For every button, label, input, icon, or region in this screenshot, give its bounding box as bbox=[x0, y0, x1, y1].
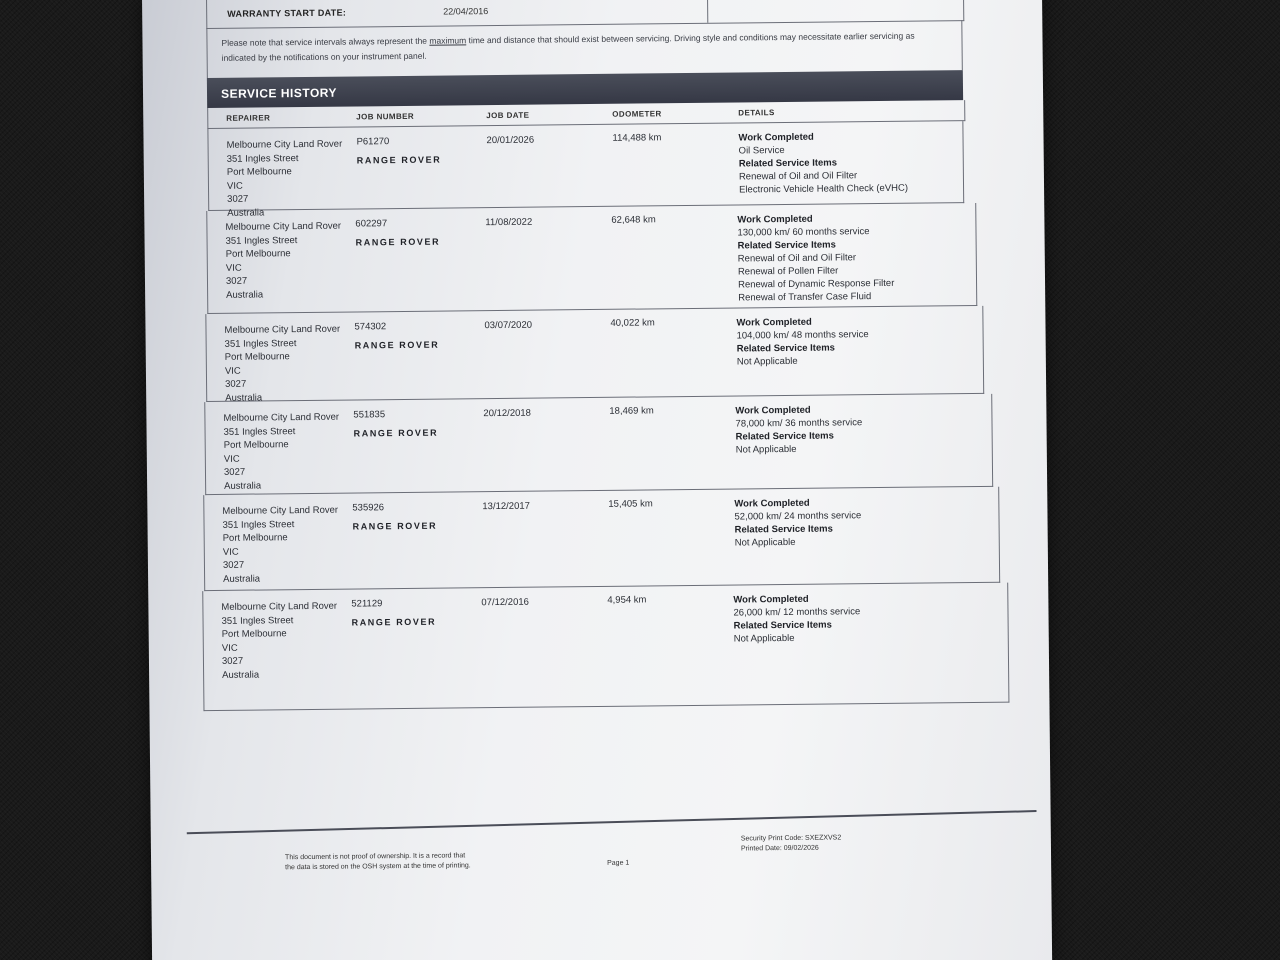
work-completed-item: 130,000 km/ 60 months service bbox=[737, 226, 870, 239]
related-service-item: Renewal of Oil and Oil Filter bbox=[737, 252, 857, 265]
range-rover-wordmark: RANGE ROVER bbox=[351, 616, 437, 628]
related-service-item: Renewal of Oil and Oil Filter bbox=[738, 170, 858, 183]
repairer-address-line: 351 Ingles Street bbox=[226, 152, 299, 165]
service-details bbox=[737, 212, 894, 305]
odometer-reading: 62,648 km bbox=[611, 214, 656, 226]
repairer-address-line: 3027 bbox=[222, 559, 245, 571]
service-entry-row bbox=[207, 121, 964, 219]
job-date: 07/12/2016 bbox=[481, 596, 529, 609]
work-completed-item: 26,000 km/ 12 months service bbox=[733, 606, 861, 619]
odometer-reading: 15,405 km bbox=[608, 498, 653, 510]
column-details: DETAILS bbox=[738, 108, 775, 118]
job-date: 13/12/2017 bbox=[482, 500, 530, 513]
service-entry-row bbox=[202, 583, 1009, 711]
related-items-label: Related Service Items bbox=[738, 157, 838, 170]
service-entry-row bbox=[205, 306, 984, 402]
service-details bbox=[733, 592, 860, 645]
service-details bbox=[736, 315, 869, 368]
repairer-address bbox=[223, 411, 339, 493]
repairer-address bbox=[222, 504, 338, 586]
work-completed-label: Work Completed bbox=[738, 131, 814, 144]
service-entry-row bbox=[204, 394, 993, 495]
service-interval-note bbox=[206, 20, 962, 78]
page-number: Page 1 bbox=[607, 859, 630, 867]
repairer-address-line: 3027 bbox=[225, 378, 247, 390]
odometer-reading: 114,488 km bbox=[612, 132, 662, 144]
related-service-item: Renewal of Transfer Case Fluid bbox=[738, 291, 872, 304]
service-entry-row bbox=[203, 487, 1000, 591]
work-completed-label: Work Completed bbox=[737, 213, 813, 226]
related-service-item: Renewal of Dynamic Response Filter bbox=[737, 277, 895, 291]
repairer-address-line: Australia bbox=[226, 288, 264, 301]
range-rover-wordmark: RANGE ROVER bbox=[356, 154, 442, 166]
related-items-label: Related Service Items bbox=[737, 239, 836, 252]
odometer-reading: 40,022 km bbox=[610, 317, 655, 329]
job-date: 20/12/2018 bbox=[483, 407, 531, 420]
repairer-address-line: Australia bbox=[222, 669, 260, 681]
repairer-address-line: VIC bbox=[223, 453, 240, 465]
repairer-address-line: Melbourne City Land Rover bbox=[226, 138, 343, 151]
related-service-item: Renewal of Pollen Filter bbox=[737, 265, 839, 278]
job-number: 602297 bbox=[355, 218, 388, 230]
repairer-address-line: Port Melbourne bbox=[222, 532, 288, 544]
related-items-label: Related Service Items bbox=[736, 342, 836, 355]
repairer-address-line: Australia bbox=[225, 391, 263, 404]
repairer-address-line: Melbourne City Land Rover bbox=[223, 411, 340, 424]
range-rover-wordmark: RANGE ROVER bbox=[352, 520, 438, 532]
repairer-address-line: VIC bbox=[221, 642, 238, 654]
service-entry-row bbox=[206, 203, 977, 314]
repairer-address bbox=[226, 138, 342, 220]
colour-label bbox=[227, 0, 271, 2]
related-items-label: Related Service Items bbox=[733, 619, 832, 632]
work-completed-label: Work Completed bbox=[735, 404, 811, 417]
work-completed-item: 78,000 km/ 36 months service bbox=[735, 417, 863, 430]
column-odometer: ODOMETER bbox=[612, 109, 662, 119]
footer-divider bbox=[187, 810, 1037, 834]
repairer-address-line: VIC bbox=[224, 365, 241, 377]
service-details bbox=[735, 403, 862, 456]
repairer-address-line: VIC bbox=[225, 262, 242, 274]
repairer-address-line: Australia bbox=[227, 206, 265, 219]
related-service-item: Not Applicable bbox=[733, 632, 795, 645]
work-completed-label: Work Completed bbox=[736, 316, 812, 329]
range-rover-wordmark: RANGE ROVER bbox=[353, 427, 439, 439]
repairer-address-line: VIC bbox=[222, 546, 239, 558]
job-number: 521129 bbox=[351, 598, 383, 610]
repairer-address-line: 351 Ingles Street bbox=[223, 425, 296, 438]
service-history-table bbox=[207, 100, 993, 711]
work-completed-item: Oil Service bbox=[738, 144, 785, 157]
work-completed-label: Work Completed bbox=[733, 593, 809, 606]
repairer-address-line: Port Melbourne bbox=[226, 166, 292, 178]
service-details bbox=[738, 130, 908, 197]
print-info bbox=[741, 833, 842, 854]
odometer-reading: 4,954 km bbox=[607, 594, 647, 606]
repairer-address-line: 3027 bbox=[227, 193, 249, 205]
warranty-start-value: 22/04/2016 bbox=[443, 6, 489, 17]
repairer-address-line: 351 Ingles Street bbox=[225, 234, 298, 247]
repairer-address-line: Port Melbourne bbox=[221, 628, 287, 640]
column-job-date: JOB DATE bbox=[486, 110, 530, 121]
related-items-label: Related Service Items bbox=[734, 523, 833, 536]
range-rover-wordmark: RANGE ROVER bbox=[355, 236, 441, 248]
note-text-emphasis: maximum bbox=[429, 35, 467, 46]
column-repairer: REPAIRER bbox=[226, 113, 271, 123]
repairer-address-line: Melbourne City Land Rover bbox=[221, 600, 338, 613]
repairer-address-line: Melbourne City Land Rover bbox=[225, 220, 342, 233]
related-items-label: Related Service Items bbox=[735, 430, 834, 443]
repairer-address bbox=[224, 323, 340, 405]
repairer-address-line: VIC bbox=[226, 180, 243, 192]
ownership-disclaimer bbox=[285, 851, 471, 873]
work-completed-label: Work Completed bbox=[734, 497, 810, 510]
column-job-number: JOB NUMBER bbox=[356, 111, 415, 122]
repairer-address-line: 3027 bbox=[221, 655, 244, 667]
repairer-address bbox=[225, 220, 341, 302]
repairer-address-line: 3027 bbox=[225, 275, 248, 287]
range-rover-wordmark: RANGE ROVER bbox=[354, 339, 440, 351]
related-service-item: Electronic Vehicle Health Check (eVHC) bbox=[739, 182, 909, 196]
job-number: 535926 bbox=[352, 502, 385, 514]
service-history-document bbox=[142, 0, 1052, 960]
job-date: 03/07/2020 bbox=[484, 319, 533, 332]
job-number: P61270 bbox=[356, 136, 390, 148]
related-service-item: Not Applicable bbox=[734, 536, 796, 549]
repairer-address bbox=[221, 600, 337, 682]
repairer-address-line: 351 Ingles Street bbox=[224, 337, 297, 350]
repairer-address-line: Australia bbox=[224, 479, 262, 492]
work-completed-item: 104,000 km/ 48 months service bbox=[736, 329, 869, 342]
job-number: 551835 bbox=[353, 409, 386, 421]
repairer-address-line: Port Melbourne bbox=[225, 248, 291, 260]
security-print-code: Security Print Code: SXEZXVS2 bbox=[740, 834, 842, 843]
repairer-address-line: 3027 bbox=[223, 466, 246, 478]
warranty-start-label: WARRANTY START DATE: bbox=[227, 7, 347, 19]
related-service-item: Not Applicable bbox=[735, 443, 797, 456]
note-text-after: time and distance that should exist between servicing. Driving style and conditions may necessitate earlier servicing as indicated by the notifications on your instrument panel. bbox=[221, 30, 915, 63]
work-completed-item: 52,000 km/ 24 months service bbox=[734, 510, 862, 523]
disclaimer-line: the data is stored on the OSH system at the time of printing. bbox=[285, 862, 471, 872]
job-date: 20/01/2026 bbox=[486, 134, 535, 147]
repairer-address-line: 351 Ingles Street bbox=[222, 518, 295, 531]
job-number: 574302 bbox=[354, 321, 387, 333]
service-history-heading: SERVICE HISTORY bbox=[207, 70, 963, 108]
repairer-address-line: Port Melbourne bbox=[224, 351, 290, 363]
repairer-address-line: 351 Ingles Street bbox=[221, 614, 294, 627]
repairer-address-line: Port Melbourne bbox=[223, 439, 289, 451]
job-date: 11/08/2022 bbox=[485, 216, 533, 229]
repairer-address-line: Melbourne City Land Rover bbox=[224, 323, 341, 336]
disclaimer-line: This document is not proof of ownership. It is a record that bbox=[284, 852, 466, 862]
vehicle-info-divider bbox=[707, 0, 708, 23]
service-details bbox=[734, 496, 861, 549]
repairer-address-line: Melbourne City Land Rover bbox=[222, 504, 339, 517]
printed-date: Printed Date: 09/02/2026 bbox=[740, 844, 819, 853]
odometer-reading: 18,469 km bbox=[609, 405, 654, 417]
note-text-before: Please note that service intervals always represent the bbox=[221, 35, 430, 48]
related-service-item: Not Applicable bbox=[736, 355, 798, 368]
repairer-address-line: Australia bbox=[223, 573, 261, 585]
